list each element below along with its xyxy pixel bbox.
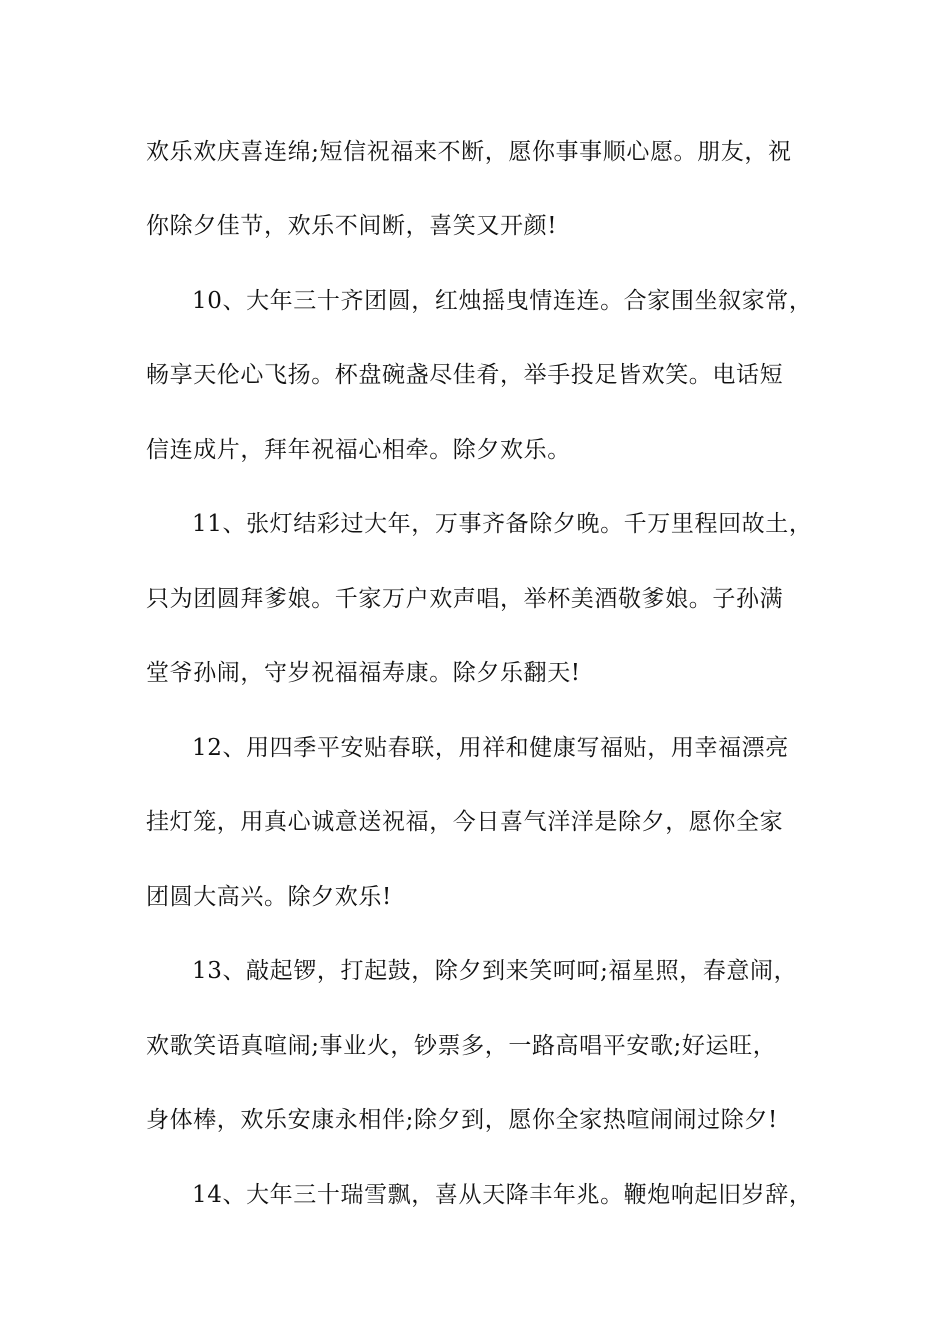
text-line: 欢歌笑语真喧闹;事业火，钞票多，一路高唱平安歌;好运旺， <box>146 1033 777 1059</box>
text-line: 团圆大高兴。除夕欢乐! <box>146 884 392 910</box>
text-line: 身体棒，欢乐安康永相伴;除夕到，愿你全家热喧闹闹过除夕! <box>146 1107 778 1133</box>
paragraph-10-first-line: 10、大年三十齐团圆，红烛摇曳情连连。合家围坐叙家常， <box>192 288 813 314</box>
text-line: 挂灯笼，用真心诚意送祝福，今日喜气洋洋是除夕，愿你全家 <box>146 809 784 835</box>
paragraph-13-first-line: 13、敲起锣，打起鼓，除夕到来笑呵呵;福星照，春意闹， <box>192 958 798 984</box>
text-line: 欢乐欢庆喜连绵;短信祝福来不断，愿你事事顺心愿。朋友，祝 <box>146 139 792 165</box>
text-line: 你除夕佳节，欢乐不间断，喜笑又开颜! <box>146 213 558 239</box>
text-line: 畅享天伦心飞扬。杯盘碗盏尽佳肴，举手投足皆欢笑。电话短 <box>146 362 784 388</box>
paragraph-14-first-line: 14、大年三十瑞雪飘，喜从天降丰年兆。鞭炮响起旧岁辞， <box>192 1182 813 1208</box>
text-line: 堂爷孙闹，守岁祝福福寿康。除夕乐翻天! <box>146 660 581 686</box>
text-line: 信连成片，拜年祝福心相牵。除夕欢乐。 <box>146 437 571 463</box>
text-line: 只为团圆拜爹娘。千家万户欢声唱，举杯美酒敬爹娘。子孙满 <box>146 586 784 612</box>
paragraph-12-first-line: 12、用四季平安贴春联，用祥和健康写福贴，用幸福漂亮 <box>192 735 789 761</box>
paragraph-11-first-line: 11、张灯结彩过大年，万事齐备除夕晚。千万里程回故土， <box>192 511 813 537</box>
